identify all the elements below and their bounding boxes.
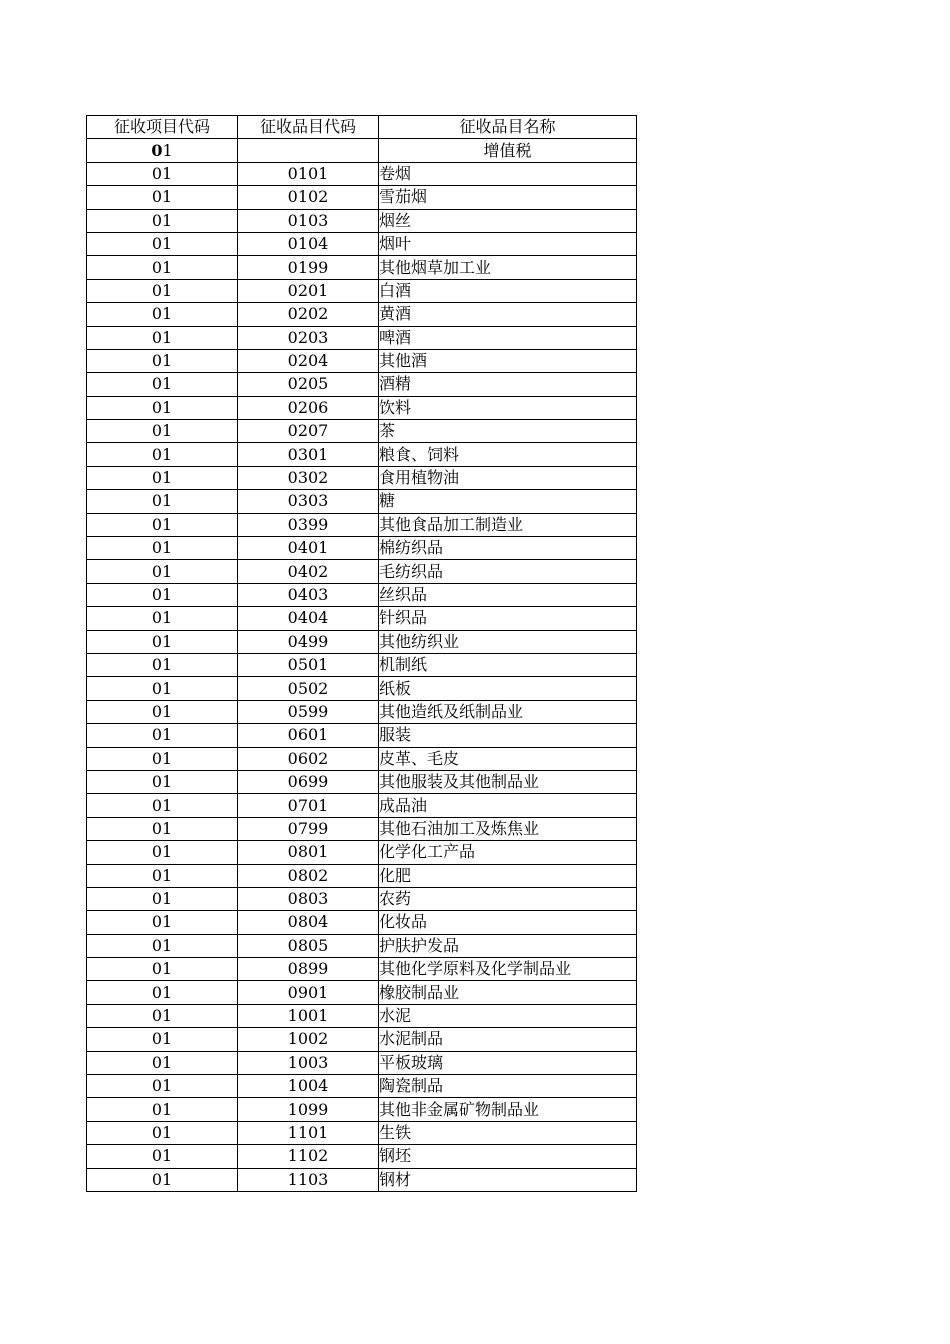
table-row [87, 911, 637, 934]
item-code-cell: 01 [87, 1098, 238, 1121]
item-code-cell: 01 [87, 186, 238, 209]
table-row [87, 279, 637, 302]
table-row [87, 770, 637, 793]
product-name-cell: 生铁 [379, 1121, 637, 1144]
category-product-code [238, 139, 379, 162]
header-row [87, 116, 637, 139]
product-code-cell: 0599 [238, 700, 379, 723]
table-row [87, 303, 637, 326]
item-code-cell: 01 [87, 537, 238, 560]
table-row [87, 958, 637, 981]
table-row [87, 326, 637, 349]
table-row [87, 560, 637, 583]
item-code-cell: 01 [87, 1145, 238, 1168]
table-row [87, 583, 637, 606]
product-name-cell: 其他石油加工及炼焦业 [379, 817, 637, 840]
item-code-cell: 01 [87, 817, 238, 840]
product-code-cell: 0207 [238, 420, 379, 443]
product-name-cell: 其他化学原料及化学制品业 [379, 958, 637, 981]
product-code-cell: 0701 [238, 794, 379, 817]
product-name-cell: 棉纺织品 [379, 537, 637, 560]
product-code-cell: 0404 [238, 607, 379, 630]
item-code-cell: 01 [87, 279, 238, 302]
product-name-cell: 服装 [379, 724, 637, 747]
product-code-cell: 0103 [238, 209, 379, 232]
item-code-cell: 01 [87, 1051, 238, 1074]
item-code-cell: 01 [87, 887, 238, 910]
product-name-cell: 其他服装及其他制品业 [379, 770, 637, 793]
product-code-cell: 0801 [238, 841, 379, 864]
product-name-cell: 钢坯 [379, 1145, 637, 1168]
product-code-cell: 1101 [238, 1121, 379, 1144]
table-row [87, 747, 637, 770]
item-code-cell: 01 [87, 256, 238, 279]
category-name: 增值税 [379, 139, 637, 162]
item-code-cell: 01 [87, 490, 238, 513]
item-code-cell: 01 [87, 303, 238, 326]
item-code-cell: 01 [87, 911, 238, 934]
table-row [87, 981, 637, 1004]
item-code-cell: 01 [87, 513, 238, 536]
item-code-cell: 01 [87, 841, 238, 864]
product-code-cell: 0301 [238, 443, 379, 466]
product-code-cell: 0401 [238, 537, 379, 560]
header-item-code: 征收项目代码 [87, 116, 238, 139]
table-row [87, 537, 637, 560]
product-code-cell: 1099 [238, 1098, 379, 1121]
item-code-cell: 01 [87, 653, 238, 676]
product-name-cell: 其他造纸及纸制品业 [379, 700, 637, 723]
product-name-cell: 皮革、毛皮 [379, 747, 637, 770]
item-code-cell: 01 [87, 607, 238, 630]
table-row [87, 1051, 637, 1074]
table-row [87, 256, 637, 279]
product-name-cell: 化肥 [379, 864, 637, 887]
product-code-cell: 0104 [238, 232, 379, 255]
product-code-cell: 1102 [238, 1145, 379, 1168]
table-row [87, 841, 637, 864]
table-row [87, 420, 637, 443]
product-name-cell: 钢材 [379, 1168, 637, 1191]
header-product-code: 征收品目代码 [238, 116, 379, 139]
product-name-cell: 毛纺织品 [379, 560, 637, 583]
item-code-cell: 01 [87, 583, 238, 606]
item-code-cell: 01 [87, 747, 238, 770]
product-name-cell: 化妆品 [379, 911, 637, 934]
product-code-cell: 1001 [238, 1004, 379, 1027]
product-name-cell: 纸板 [379, 677, 637, 700]
product-code-cell: 1103 [238, 1168, 379, 1191]
table-row [87, 677, 637, 700]
item-code-cell: 01 [87, 864, 238, 887]
item-code-cell: 01 [87, 349, 238, 372]
table-row [87, 162, 637, 185]
table-header [87, 116, 637, 139]
product-name-cell: 卷烟 [379, 162, 637, 185]
product-code-cell: 0206 [238, 396, 379, 419]
item-code-cell: 01 [87, 373, 238, 396]
product-name-cell: 黄酒 [379, 303, 637, 326]
product-code-cell: 0399 [238, 513, 379, 536]
item-code-cell: 01 [87, 1004, 238, 1027]
product-code-cell: 0501 [238, 653, 379, 676]
item-code-cell: 01 [87, 724, 238, 747]
product-name-cell: 机制纸 [379, 653, 637, 676]
item-code-cell: 01 [87, 443, 238, 466]
table-row [87, 794, 637, 817]
item-code-cell: 01 [87, 396, 238, 419]
table-row [87, 1098, 637, 1121]
product-name-cell: 粮食、饲料 [379, 443, 637, 466]
table-row [87, 700, 637, 723]
product-code-cell: 0601 [238, 724, 379, 747]
table-row [87, 443, 637, 466]
product-name-cell: 水泥制品 [379, 1028, 637, 1051]
product-name-cell: 其他非金属矿物制品业 [379, 1098, 637, 1121]
product-code-cell: 0802 [238, 864, 379, 887]
item-code-cell: 01 [87, 958, 238, 981]
table-row [87, 1004, 637, 1027]
product-name-cell: 农药 [379, 887, 637, 910]
product-code-cell: 0899 [238, 958, 379, 981]
product-name-cell: 陶瓷制品 [379, 1075, 637, 1098]
item-code-cell: 01 [87, 934, 238, 957]
product-code-cell: 0901 [238, 981, 379, 1004]
item-code-cell: 01 [87, 1075, 238, 1098]
product-code-cell: 0799 [238, 817, 379, 840]
product-code-cell: 0202 [238, 303, 379, 326]
table-body [87, 139, 637, 1192]
product-code-cell: 0804 [238, 911, 379, 934]
table-row [87, 887, 637, 910]
item-code-cell: 01 [87, 1121, 238, 1144]
table-row [87, 513, 637, 536]
product-code-cell: 0203 [238, 326, 379, 349]
header-product-name: 征收品目名称 [379, 116, 637, 139]
item-code-cell: 01 [87, 209, 238, 232]
product-code-cell: 0302 [238, 466, 379, 489]
product-name-cell: 化学化工产品 [379, 841, 637, 864]
product-code-cell: 0303 [238, 490, 379, 513]
product-name-cell: 其他食品加工制造业 [379, 513, 637, 536]
table-row [87, 349, 637, 372]
product-name-cell: 其他酒 [379, 349, 637, 372]
product-name-cell: 啤酒 [379, 326, 637, 349]
category-item-code-bold: 0 [151, 140, 163, 160]
product-name-cell: 水泥 [379, 1004, 637, 1027]
table-row [87, 1075, 637, 1098]
item-code-cell: 01 [87, 420, 238, 443]
table-row [87, 817, 637, 840]
product-code-cell: 0403 [238, 583, 379, 606]
product-code-cell: 0502 [238, 677, 379, 700]
product-code-cell: 0204 [238, 349, 379, 372]
table-row [87, 232, 637, 255]
product-code-cell: 0805 [238, 934, 379, 957]
table-row [87, 934, 637, 957]
item-code-cell: 01 [87, 981, 238, 1004]
product-code-cell: 0205 [238, 373, 379, 396]
table-row [87, 1168, 637, 1191]
tax-code-table [86, 115, 637, 1192]
product-name-cell: 其他烟草加工业 [379, 256, 637, 279]
product-code-cell: 0101 [238, 162, 379, 185]
product-name-cell: 饮料 [379, 396, 637, 419]
table-row [87, 630, 637, 653]
product-name-cell: 茶 [379, 420, 637, 443]
product-name-cell: 护肤护发品 [379, 934, 637, 957]
item-code-cell: 01 [87, 700, 238, 723]
table-row [87, 373, 637, 396]
product-code-cell: 1002 [238, 1028, 379, 1051]
table-row [87, 607, 637, 630]
product-name-cell: 平板玻璃 [379, 1051, 637, 1074]
item-code-cell: 01 [87, 677, 238, 700]
item-code-cell: 01 [87, 466, 238, 489]
table-row [87, 1121, 637, 1144]
table-row [87, 1145, 637, 1168]
table-row [87, 490, 637, 513]
category-item-code-rest: 1 [162, 140, 173, 160]
item-code-cell: 01 [87, 560, 238, 583]
product-code-cell: 0102 [238, 186, 379, 209]
product-name-cell: 酒精 [379, 373, 637, 396]
product-name-cell: 针织品 [379, 607, 637, 630]
category-row [87, 139, 637, 162]
product-name-cell: 丝织品 [379, 583, 637, 606]
product-name-cell: 烟叶 [379, 232, 637, 255]
table-row [87, 724, 637, 747]
table-row [87, 209, 637, 232]
item-code-cell: 01 [87, 770, 238, 793]
table-row [87, 466, 637, 489]
product-code-cell: 1004 [238, 1075, 379, 1098]
product-name-cell: 烟丝 [379, 209, 637, 232]
product-name-cell: 雪茄烟 [379, 186, 637, 209]
product-name-cell: 白酒 [379, 279, 637, 302]
item-code-cell: 01 [87, 162, 238, 185]
product-code-cell: 0199 [238, 256, 379, 279]
product-name-cell: 成品油 [379, 794, 637, 817]
table-row [87, 864, 637, 887]
category-item-code [87, 139, 238, 162]
product-code-cell: 0499 [238, 630, 379, 653]
table-row [87, 396, 637, 419]
product-name-cell: 食用植物油 [379, 466, 637, 489]
item-code-cell: 01 [87, 232, 238, 255]
product-code-cell: 0402 [238, 560, 379, 583]
item-code-cell: 01 [87, 326, 238, 349]
table-row [87, 1028, 637, 1051]
table-row [87, 186, 637, 209]
item-code-cell: 01 [87, 1028, 238, 1051]
product-name-cell: 橡胶制品业 [379, 981, 637, 1004]
item-code-cell: 01 [87, 1168, 238, 1191]
product-code-cell: 0201 [238, 279, 379, 302]
product-name-cell: 其他纺织业 [379, 630, 637, 653]
product-code-cell: 1003 [238, 1051, 379, 1074]
table-row [87, 653, 637, 676]
product-name-cell: 糖 [379, 490, 637, 513]
product-code-cell: 0699 [238, 770, 379, 793]
item-code-cell: 01 [87, 794, 238, 817]
item-code-cell: 01 [87, 630, 238, 653]
product-code-cell: 0803 [238, 887, 379, 910]
product-code-cell: 0602 [238, 747, 379, 770]
